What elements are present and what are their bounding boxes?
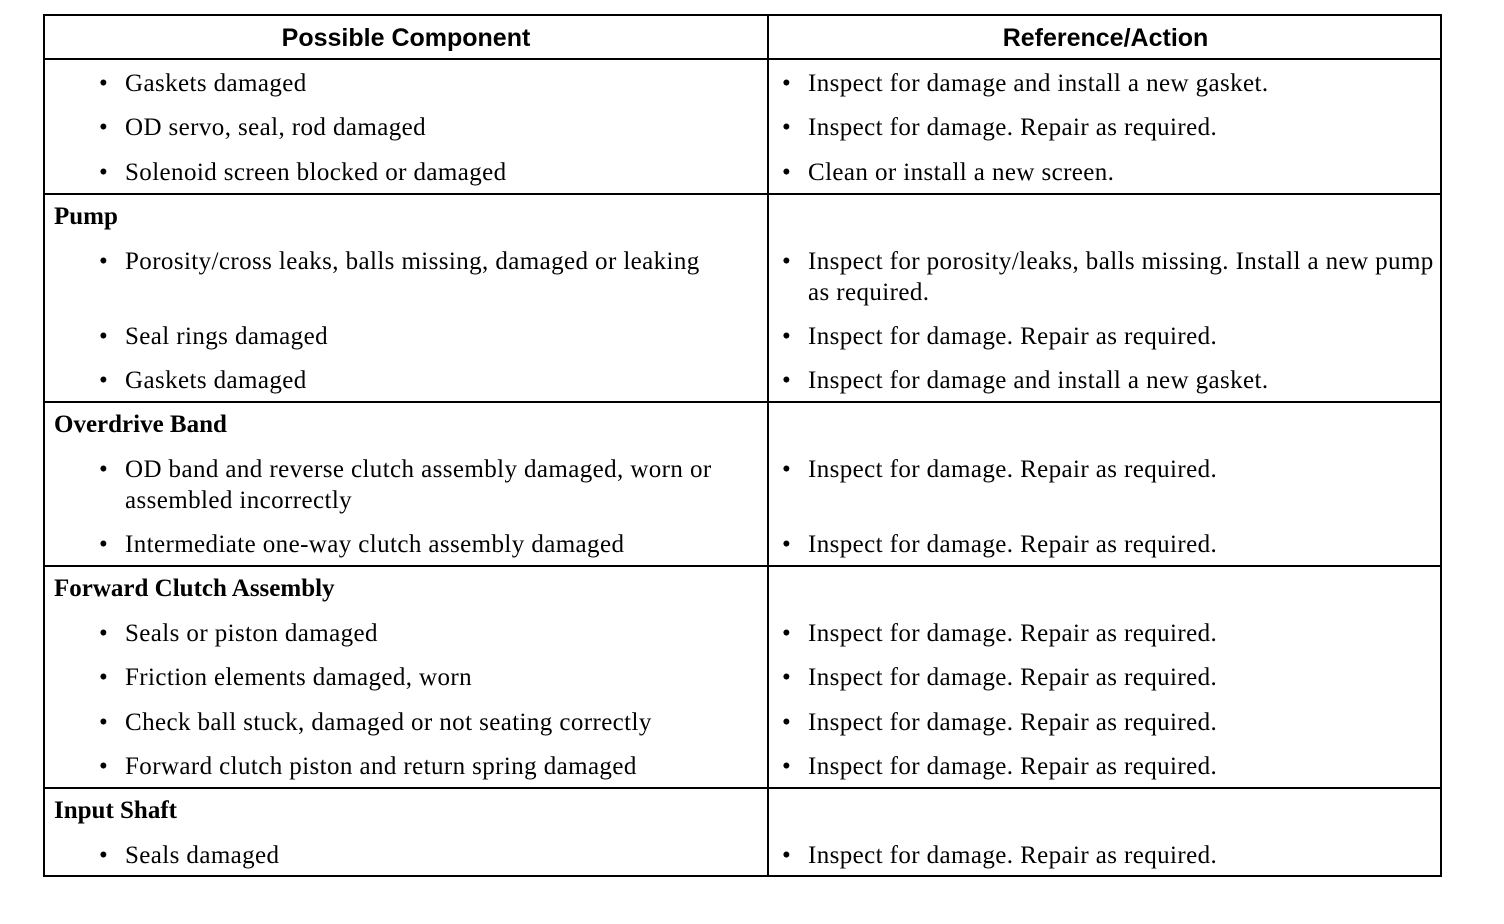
- action-item: • Inspect for porosity/leaks, balls missing. Install a new pump as required.: [782, 248, 1434, 306]
- section-divider: [45, 193, 1440, 195]
- bullet-icon: •: [782, 753, 792, 780]
- bullet-icon: •: [99, 70, 109, 97]
- header-possible-component: Possible Component: [281, 24, 531, 52]
- action-item: • Inspect for damage. Repair as required.: [782, 114, 1218, 141]
- bullet-icon: •: [782, 456, 792, 483]
- action-item: • Inspect for damage. Repair as required.: [782, 456, 1218, 483]
- bullet-icon: •: [99, 159, 109, 186]
- bullet-icon: •: [99, 664, 109, 691]
- bullet-icon: •: [782, 248, 792, 275]
- bullet-icon: •: [782, 114, 792, 141]
- bullet-icon: •: [99, 114, 109, 141]
- component-item: • OD servo, seal, rod damaged: [99, 114, 426, 141]
- table-header-row: [45, 16, 1440, 60]
- bullet-icon: •: [782, 842, 792, 869]
- bullet-icon: •: [782, 367, 792, 394]
- bullet-icon: •: [99, 323, 109, 350]
- bullet-icon: •: [782, 159, 792, 186]
- column-divider: [767, 16, 769, 875]
- diagnostic-table: [43, 14, 1442, 877]
- header-reference-action: Reference/Action: [1002, 24, 1209, 52]
- action-item: • Inspect for damage. Repair as required.: [782, 753, 1218, 780]
- section-heading-overdrive-band: Overdrive Band: [54, 411, 227, 438]
- component-item: • Seals or piston damaged: [99, 620, 378, 647]
- action-item: • Inspect for damage. Repair as required.: [782, 709, 1218, 736]
- bullet-icon: •: [782, 531, 792, 558]
- bullet-icon: •: [99, 709, 109, 736]
- component-item: • Check ball stuck, damaged or not seating correctly: [99, 709, 652, 736]
- action-item: • Inspect for damage and install a new gasket.: [782, 367, 1269, 394]
- bullet-icon: •: [99, 456, 109, 483]
- section-divider: [45, 565, 1440, 567]
- component-item: • Seal rings damaged: [99, 323, 328, 350]
- component-item: • Intermediate one-way clutch assembly damaged: [99, 531, 625, 558]
- action-item: • Inspect for damage. Repair as required.: [782, 620, 1218, 647]
- component-item: • Seals damaged: [99, 842, 280, 869]
- component-item: • Gaskets damaged: [99, 70, 307, 97]
- component-item: • Solenoid screen blocked or damaged: [99, 159, 507, 186]
- bullet-icon: •: [782, 70, 792, 97]
- bullet-icon: •: [99, 367, 109, 394]
- section-heading-forward-clutch-assembly: Forward Clutch Assembly: [54, 575, 335, 602]
- action-item: • Inspect for damage. Repair as required.: [782, 842, 1218, 869]
- bullet-icon: •: [782, 620, 792, 647]
- bullet-icon: •: [782, 323, 792, 350]
- action-item: • Inspect for damage. Repair as required.: [782, 664, 1218, 691]
- component-item: • OD band and reverse clutch assembly damaged, worn or assembled incorrectly: [99, 456, 712, 514]
- section-divider: [45, 401, 1440, 403]
- component-item: • Forward clutch piston and return spring damaged: [99, 753, 637, 780]
- section-heading-input-shaft: Input Shaft: [54, 797, 177, 824]
- component-item: • Gaskets damaged: [99, 367, 307, 394]
- bullet-icon: •: [99, 620, 109, 647]
- bullet-icon: •: [99, 531, 109, 558]
- action-item: • Clean or install a new screen.: [782, 159, 1115, 186]
- action-item: • Inspect for damage. Repair as required.: [782, 531, 1218, 558]
- section-heading-pump: Pump: [54, 203, 118, 230]
- bullet-icon: •: [782, 664, 792, 691]
- bullet-icon: •: [99, 842, 109, 869]
- action-item: • Inspect for damage and install a new gasket.: [782, 70, 1269, 97]
- component-item: • Porosity/cross leaks, balls missing, damaged or leaking: [99, 248, 700, 275]
- bullet-icon: •: [782, 709, 792, 736]
- bullet-icon: •: [99, 753, 109, 780]
- section-divider: [45, 787, 1440, 789]
- action-item: • Inspect for damage. Repair as required.: [782, 323, 1218, 350]
- bullet-icon: •: [99, 248, 109, 275]
- component-item: • Friction elements damaged, worn: [99, 664, 473, 691]
